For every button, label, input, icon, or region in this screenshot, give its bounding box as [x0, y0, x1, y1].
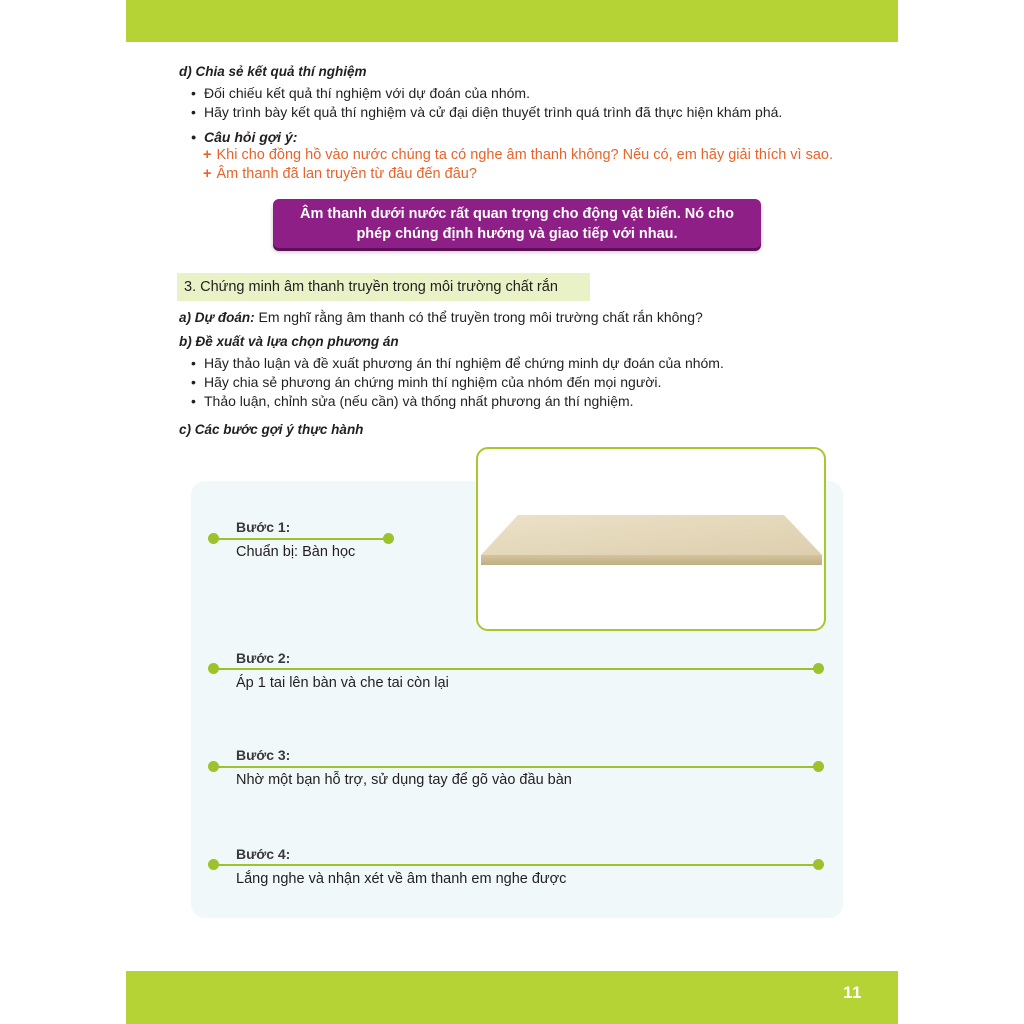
section-b-bullet: • Hãy thảo luận và đề xuất phương án thí nghiệm để chứng minh dự đoán của nhóm. — [190, 355, 724, 371]
desk-photo — [476, 447, 826, 631]
step-1-text: Chuẩn bị: Bàn học — [236, 544, 356, 560]
hint-heading: • Câu hỏi gợi ý: — [190, 129, 297, 145]
step-2-start-dot — [208, 663, 219, 674]
step-1-end-dot — [383, 533, 394, 544]
prediction-label: a) Dự đoán: — [179, 310, 255, 325]
section-3-title: 3. Chứng minh âm thanh truyền trong môi trường chất rắn — [177, 273, 590, 301]
section-d-heading: d) Chia sẻ kết quả thí nghiệm — [179, 64, 367, 79]
bottom-color-band — [126, 971, 898, 1024]
step-1-start-dot — [208, 533, 219, 544]
step-2-end-dot — [813, 663, 824, 674]
step-4-start-dot — [208, 859, 219, 870]
step-4-end-dot — [813, 859, 824, 870]
fact-callout — [273, 199, 761, 248]
plus-icon: + — [203, 166, 212, 182]
hint-question: + Âm thanh đã lan truyền từ đâu đến đâu? — [203, 166, 477, 182]
step-4-text: Lắng nghe và nhận xét về âm thanh em nghe được — [236, 871, 567, 887]
step-3-text: Nhờ một bạn hỗ trợ, sử dụng tay để gõ vào đầu bàn — [236, 772, 572, 788]
step-3-start-dot — [208, 761, 219, 772]
section-d-bullet: • Hãy trình bày kết quả thí nghiệm và cử đại diện thuyết trình quá trình đã thực hiện khám phá. — [190, 104, 782, 120]
section-b-heading: b) Đề xuất và lựa chọn phương án — [179, 334, 399, 349]
step-1-divider — [214, 538, 388, 540]
plus-icon: + — [203, 147, 212, 163]
step-4-divider — [214, 864, 818, 866]
section-d-bullet: • Đối chiếu kết quả thí nghiệm với dự đoán của nhóm. — [190, 85, 530, 101]
fact-callout-text: Âm thanh dưới nước rất quan trọng cho động vật biển. Nó cho phép chúng định hướng và giao tiếp với nhau. — [300, 205, 734, 242]
wooden-board-illustration — [478, 449, 824, 629]
page-number: 11 — [843, 983, 862, 1002]
section-b-bullet: • Thảo luận, chỉnh sửa (nếu cần) và thống nhất phương án thí nghiệm. — [190, 393, 634, 409]
section-b-bullet: • Hãy chia sẻ phương án chứng minh thí nghiệm của nhóm đến mọi người. — [190, 374, 661, 390]
prediction-text: Em nghĩ rằng âm thanh có thể truyền trong môi trường chất rắn không? — [254, 309, 703, 325]
hint-question: + Khi cho đồng hồ vào nước chúng ta có nghe âm thanh không? Nếu có, em hãy giải thích vì sao. — [203, 147, 833, 163]
step-2-title: Bước 2: — [236, 650, 291, 666]
step-2-text: Áp 1 tai lên bàn và che tai còn lại — [236, 675, 449, 691]
step-2-divider — [214, 668, 818, 670]
prediction-line — [179, 309, 703, 325]
section-c-heading: c) Các bước gợi ý thực hành — [179, 422, 364, 437]
step-3-title: Bước 3: — [236, 747, 291, 763]
step-4-title: Bước 4: — [236, 846, 291, 862]
top-color-band — [126, 0, 898, 42]
step-1-title: Bước 1: — [236, 519, 291, 535]
step-3-divider — [214, 766, 818, 768]
step-3-end-dot — [813, 761, 824, 772]
